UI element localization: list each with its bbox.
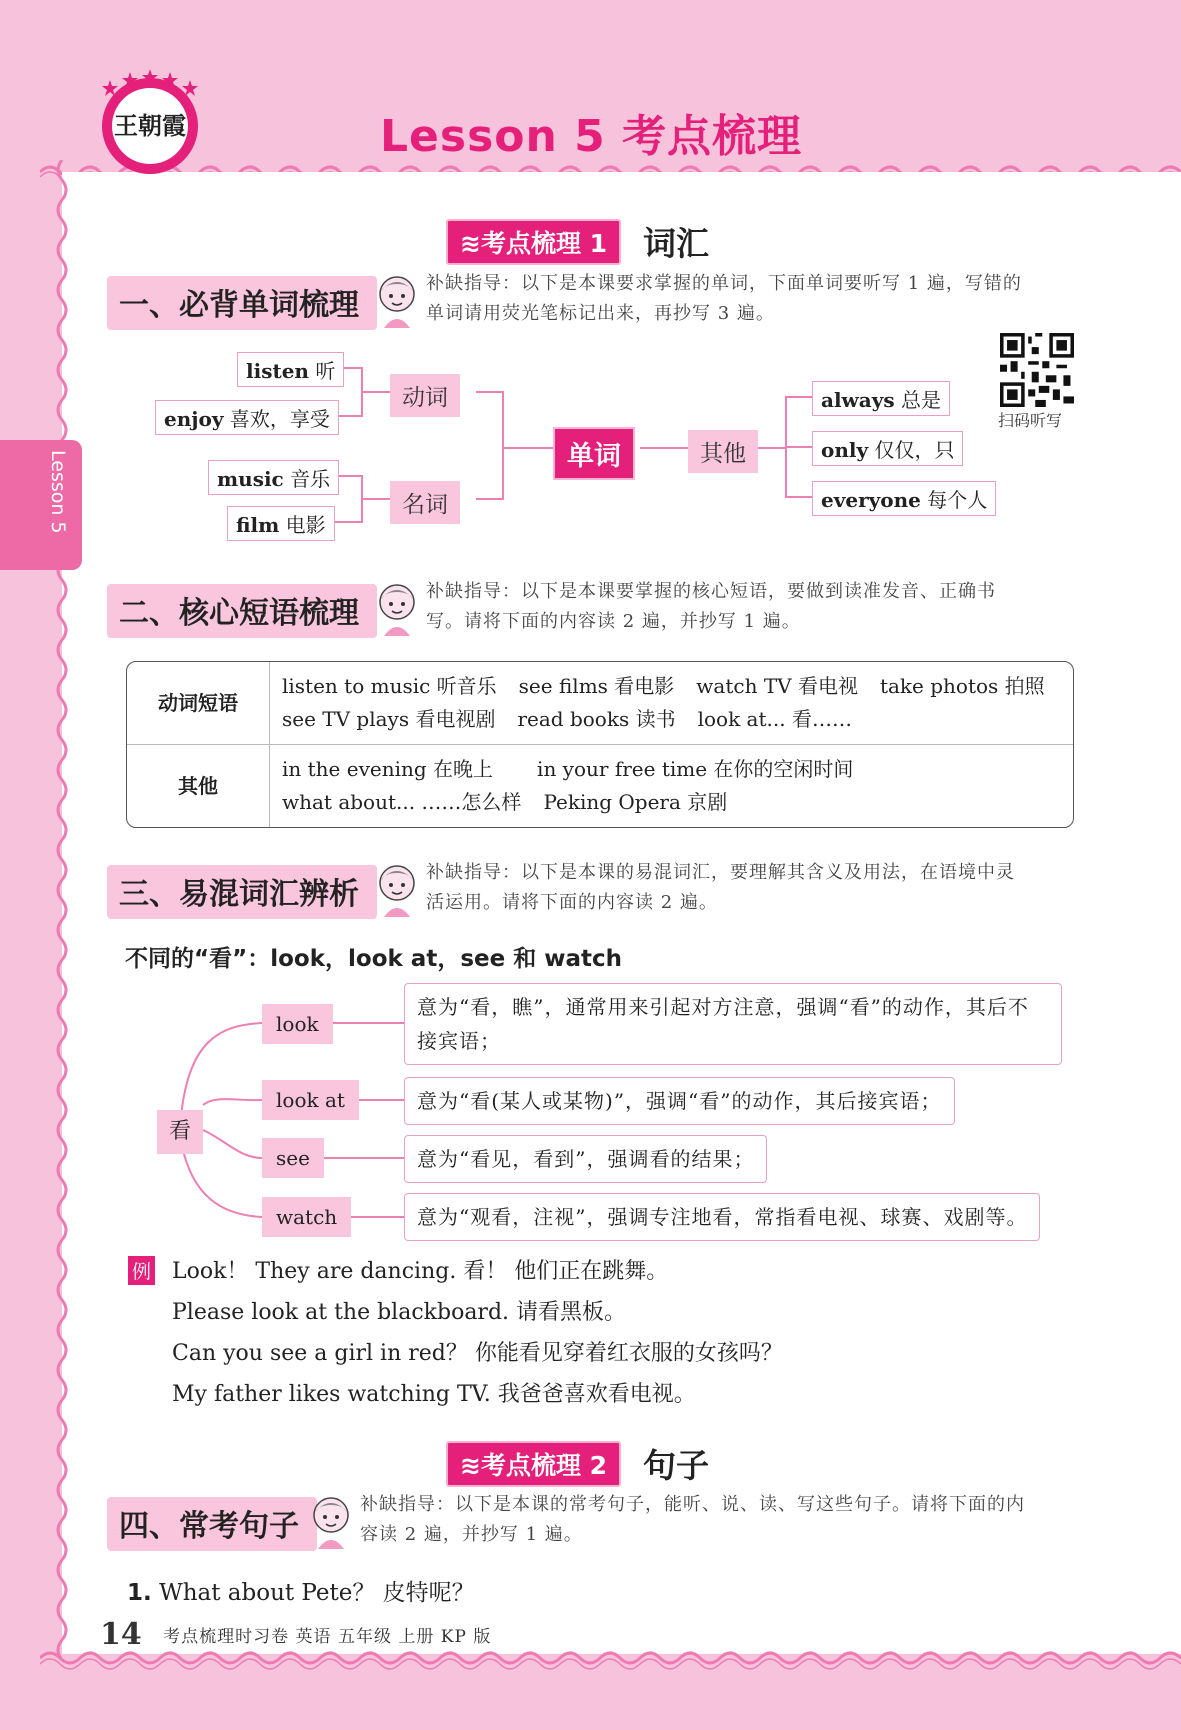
example-sentence: Please look at the blackboard. 请看黑板。 [172,1300,627,1325]
phrase-line: what about... ……怎么样 Peking Opera 京剧 [282,790,728,814]
vocab-word-always: always 总是 [812,381,950,416]
vocab-guide-line1: 补缺指导：以下是本课要求掌握的单词，下面单词要听写 1 遍，写错的 [426,273,1022,294]
vocab-category-other: 其他 [688,430,758,473]
confusing-word-see: see [262,1138,324,1178]
confusing-guide [426,858,1015,918]
confusing-meaning-watch: 意为“观看，注视”，强调专注地看，常指看电视、球赛、戏剧等。 [404,1193,1040,1241]
phrase-line: see TV plays 看电视剧 read books 读书 look at... 看…… [282,707,852,731]
confusing-heading: 三、易混词汇辨析 [107,865,377,919]
confusing-meaning-look [404,983,1062,1065]
phrase-cell [270,745,1073,827]
vocab-word-music: music 音乐 [208,460,339,495]
meaning-line: 接宾语； [417,1029,501,1053]
wave-border-bottom [40,1650,1181,1672]
qr-label: 扫码听写 [998,411,1063,430]
page-title: Lesson 5 考点梳理 [380,111,803,162]
phrases-guide [426,577,996,637]
sentence-text: What about Pete？ 皮特呢？ [159,1580,475,1606]
phrases-table [126,661,1074,828]
vocab-word-listen: listen 听 [237,352,344,387]
confusing-word-look: look [262,1004,333,1044]
vocab-guide-line2: 单词请用荧光笔标记出来，再抄写 3 遍。 [426,303,775,324]
sentences-heading: 四、常考句子 [107,1497,317,1551]
confusing-guide-line2: 活运用。请将下面的内容读 2 遍。 [426,892,718,913]
section2-badge-row [446,1440,709,1487]
qr-code-icon[interactable] [1000,333,1074,407]
sentence-number: 1. [127,1580,152,1606]
girl-avatar-icon [374,580,420,636]
section2-badge: ≋考点梳理 2 [446,1441,621,1487]
section1-label: 词汇 [643,224,710,263]
phrase-line: listen to music 听音乐 see films 看电影 watch TV 看电视 take photos 拍照 [282,674,1045,698]
phrase-line: in the evening 在晚上 in your free time 在你的空闲时间 [282,757,854,781]
sentences-guide-line1: 补缺指导：以下是本课的常考句子，能听、说、读、写这些句子。请将下面的内 [360,1494,1025,1515]
example-sentence: Can you see a girl in red？ 你能看见穿着红衣服的女孩吗？ [172,1341,783,1366]
vocab-word-everyone: everyone 每个人 [812,481,996,516]
phrase-category: 其他 [127,745,270,827]
phrase-category: 动词短语 [127,662,270,745]
vocab-word-film: film 电影 [227,506,335,541]
side-tab-label: Lesson 5 [47,450,69,534]
vocab-word-only: only 仅仅，只 [812,431,963,466]
confusing-meaning-look-at: 意为“看(某人或某物)”，强调“看”的动作，其后接宾语； [404,1077,955,1125]
footer-text: 考点梳理时习卷 英语 五年级 上册 KP 版 [163,1627,492,1647]
girl-avatar-icon [374,861,420,917]
phrases-guide-line1: 补缺指导：以下是本课要掌握的核心短语，要做到读准发音、正确书 [426,581,996,602]
section2-label: 句子 [643,1446,710,1485]
sentence-item [127,1574,475,1607]
confusing-root: 看 [157,1110,203,1154]
example-sentence: My father likes watching TV. 我爸爸喜欢看电视。 [172,1382,696,1407]
page-footer [100,1617,491,1652]
vocab-category-verb: 动词 [390,374,460,417]
vocab-category-noun: 名词 [390,481,460,524]
girl-avatar-icon [308,1493,354,1549]
confusing-meaning-see: 意为“看见，看到”，强调看的结果； [404,1135,767,1183]
table-row [127,662,1073,745]
confusing-word-watch: watch [262,1197,351,1237]
example-badge: 例 [128,1256,155,1285]
confusing-guide-line1: 补缺指导：以下是本课的易混词汇，要理解其含义及用法，在语境中灵 [426,862,1015,883]
phrase-cell [270,662,1073,745]
meaning-line: 意为“看，瞧”，通常用来引起对方注意，强调“看”的动作，其后不 [417,995,1029,1019]
sentences-guide [360,1490,1025,1550]
confusing-subheading: 不同的“看”：look，look at，see 和 watch [125,946,622,972]
vocab-heading: 一、必背单词梳理 [107,276,377,330]
page-number: 14 [100,1617,142,1652]
phrases-heading: 二、核心短语梳理 [107,584,377,638]
vocab-word-enjoy: enjoy 喜欢，享受 [155,400,339,435]
logo-text: 王朝霞 [114,111,186,140]
confusing-word-look-at: look at [262,1080,359,1120]
vocab-center: 单词 [553,427,635,480]
section1-badge: ≋考点梳理 1 [446,219,621,265]
table-row [127,745,1073,827]
phrases-guide-line2: 写。请将下面的内容读 2 遍，并抄写 1 遍。 [426,611,801,632]
example-sentence: Look！ They are dancing. 看！ 他们正在跳舞。 [172,1259,669,1284]
sentences-guide-line2: 容读 2 遍，并抄写 1 遍。 [360,1524,583,1545]
